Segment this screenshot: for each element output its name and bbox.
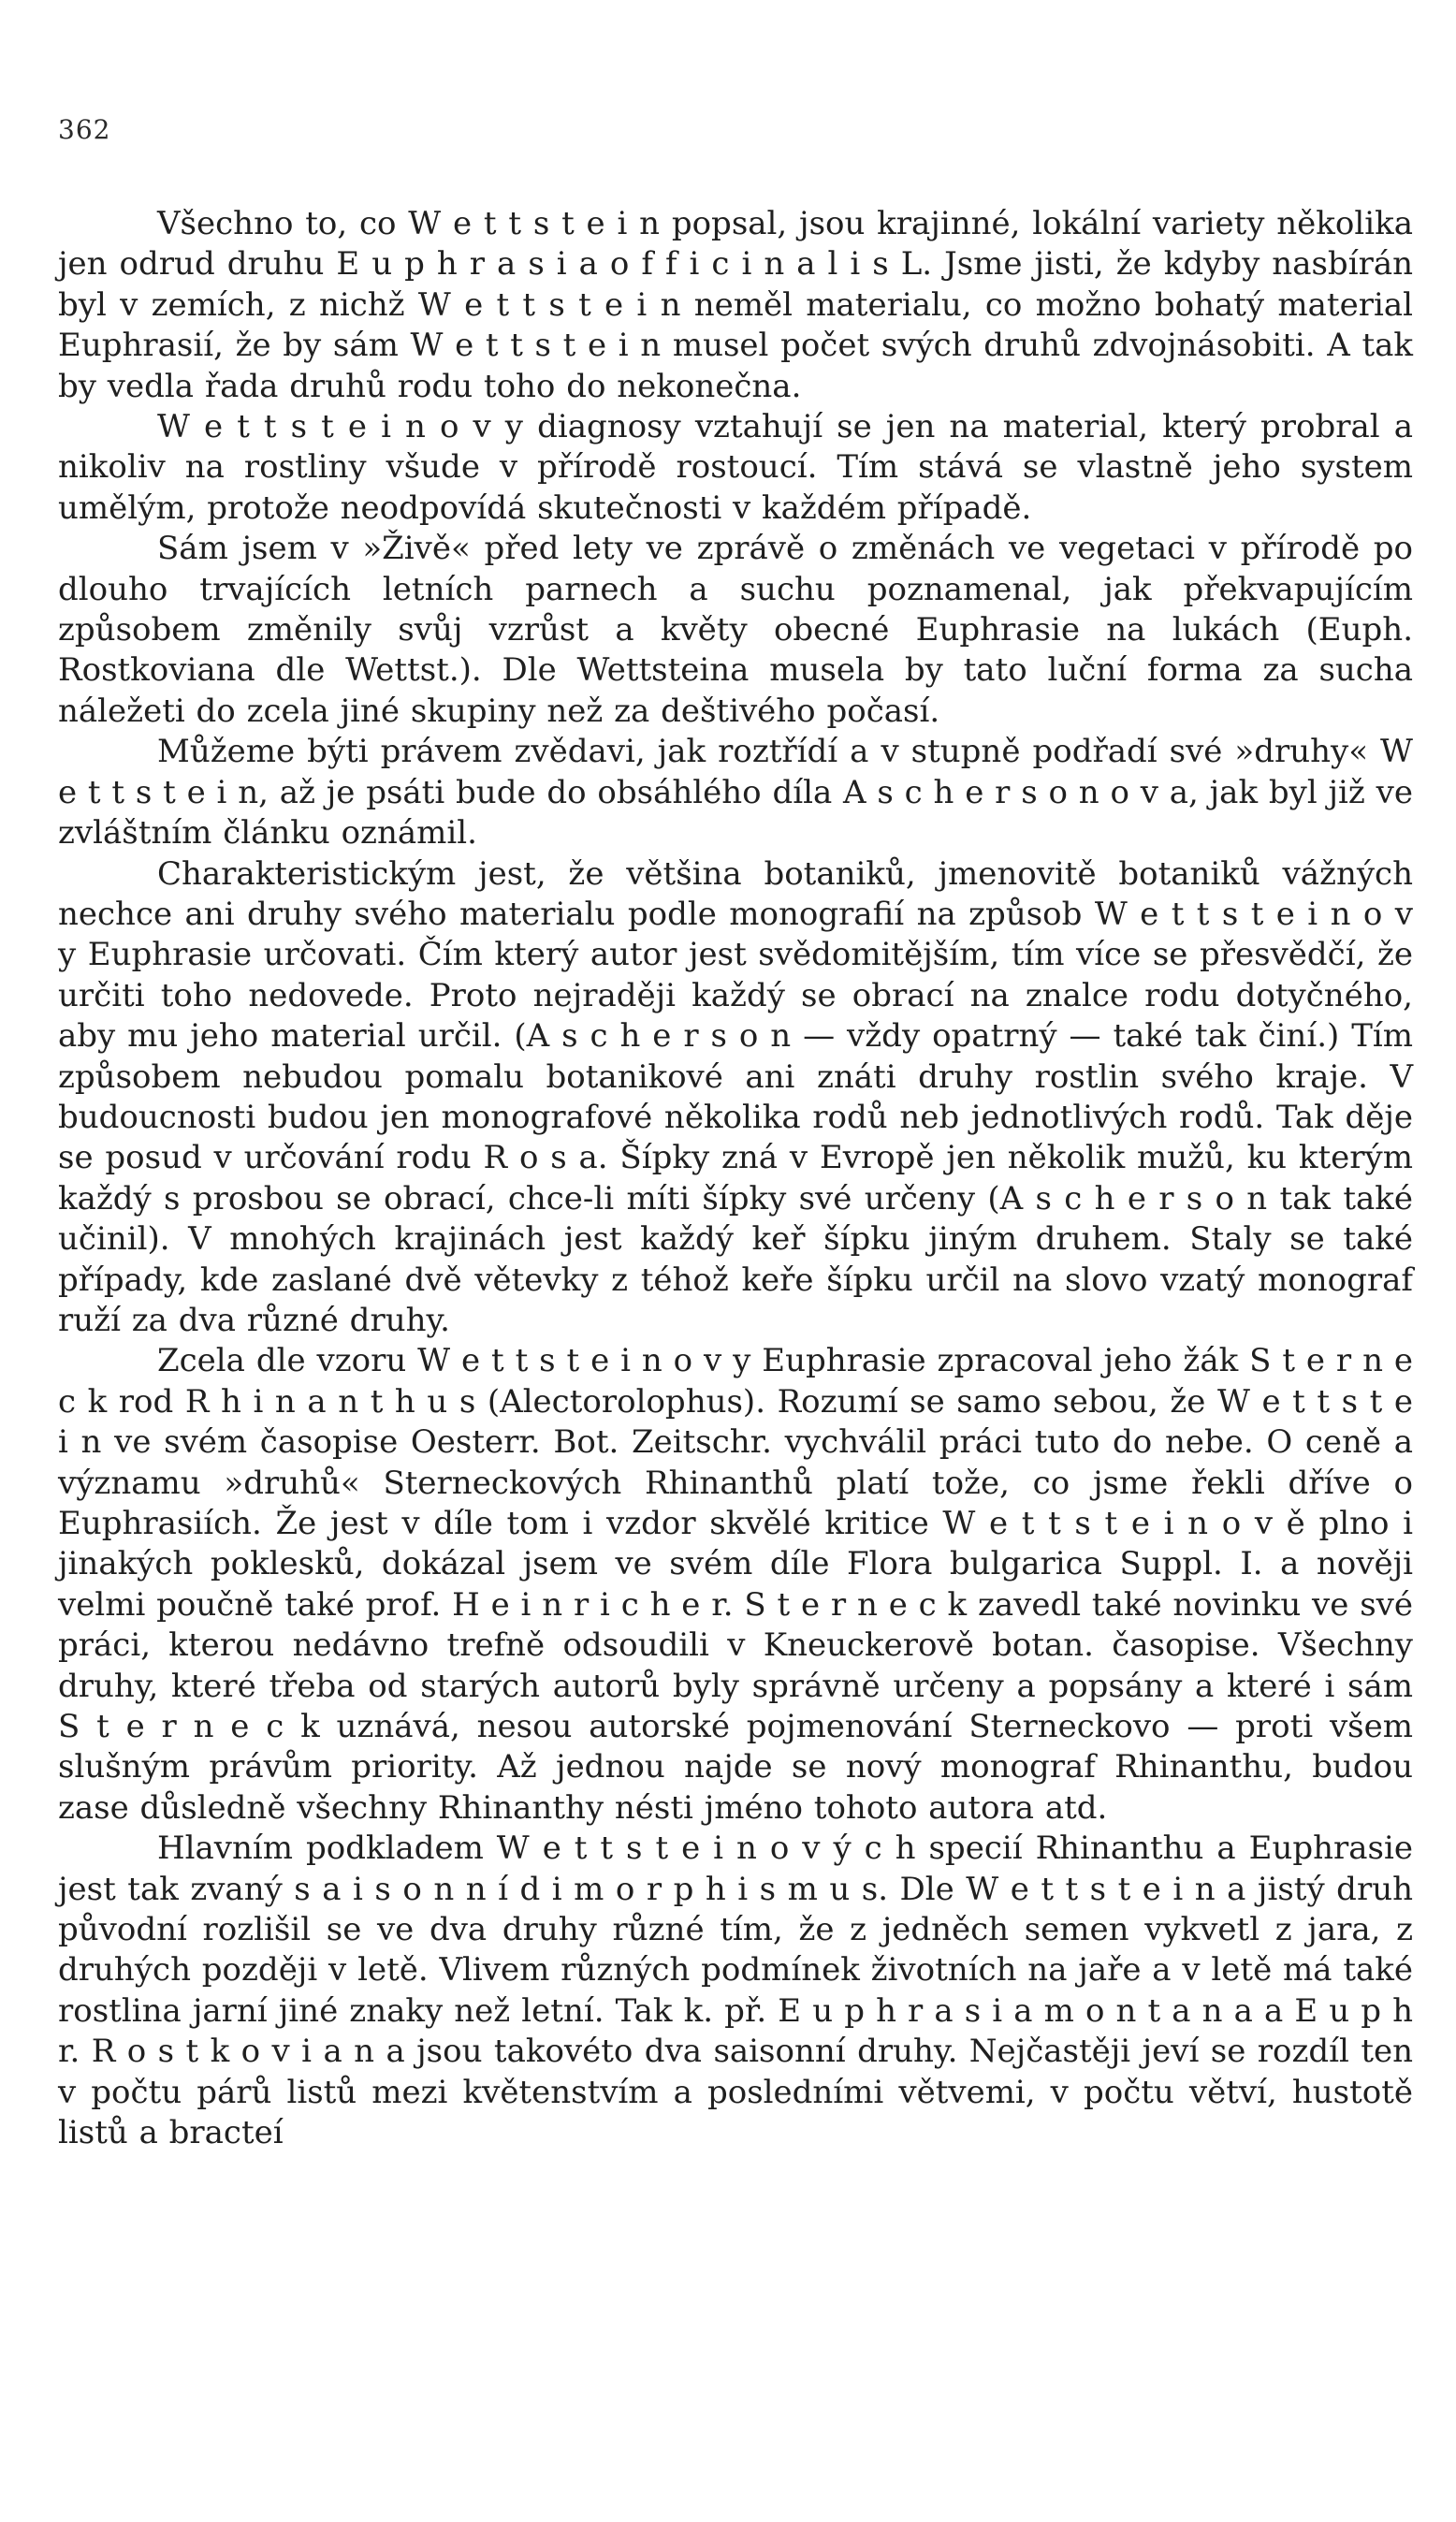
page-number: 362 [58, 114, 111, 145]
paragraph-1: Všechno to, co W e t t s t e i n popsal, jsou krajinné, lokální variety několika jen odrud druhu E u p h r a s i a o f f i c i n a l i s L. Jsme jisti, že kdyby nasbírán byl v zemích, z nichž W e t t s t e i n neměl materialu, co možno bohatý material Euphrasií, že by sám W e t t s t e i n musel počet svých druhů zdvojnásobiti. A tak by vedla řada druhů rodu toho do nekonečna. [58, 205, 1413, 405]
paragraph-7: Hlavním podkladem W e t t s t e i n o v ý c h specií Rhinanthu a Euphrasie jest tak zvaný s a i s o n n í d i m o r p h i s m u s. Dle W e t t s t e i n a jistý druh původní rozlišil se ve dva druhy různé tím, že z jedněch semen vykvetl z jara, z druhých později v letě. Vlivem různých podmínek životních na jaře a v letě má také rostlina jarní jiné znaky než letní. Tak k. př. E u p h r a s i a m o n t a n a a E u p h r. R o s t k o v i a n a jsou takovéto dva saisonní druhy. Nejčastěji jeví se rozdíl ten v počtu párů listů mezi květenstvím a posledními větvemi, v počtu větví, hustotě listů a bracteí [58, 1830, 1413, 2152]
paragraph-3: Sám jsem v »Živě« před lety ve zprávě o změnách ve vegetaci v přírodě po dlouho trvajících letních parnech a suchu poznamenal, jak překvapujícím způsobem změnily svůj vzrůst a květy obecné Euphrasie na lukách (Euph. Rostkoviana dle Wettst.). Dle Wettsteina musela by tato luční forma za sucha náležeti do zcela jiné skupiny než za deštivého počasí. [58, 530, 1413, 730]
paragraph-2: W e t t s t e i n o v y diagnosy vztahují se jen na material, který probral a nikoliv na rostliny všude v přírodě rostoucí. Tím stává se vlastně jeho system umělým, protože neodpovídá skutečnosti v každém případě. [58, 408, 1413, 527]
body-text [58, 204, 1413, 2154]
paragraph-6: Zcela dle vzoru W e t t s t e i n o v y Euphrasie zpracoval jeho žák S t e r n e c k rod R h i n a n t h u s (Alectorolophus). Rozumí se samo sebou, že W e t t s t e i n ve svém časopise Oesterr. Bot. Zeitschr. vychválil práci tuto do nebe. O ceně a významu »druhů« Sterneckových Rhinanthů platí tože, co jsme řekli dříve o Euphrasiích. Že jest v díle tom i vzdor skvělé kritice W e t t s t e i n o v ě plno i jinakých poklesků, dokázal jsem ve svém díle Flora bulgarica Suppl. I. a nověji velmi poučně také prof. H e i n r i c h e r. S t e r n e c k zavedl také novinku ve své práci, kterou nedávno trefně odsoudili v Kneuckerově botan. časopise. Všechny druhy, které třeba od starých autorů byly správně určeny a popsány a které i sám S t e r n e c k uznává, nesou autorské pojmenování Sterneckovo — proti všem slušným právům priority. Až jednou najde se nový monograf Rhinanthu, budou zase důsledně všechny Rhinanthy nésti jméno tohoto autora atd. [58, 1342, 1413, 1827]
paragraph-4: Můžeme býti právem zvědavi, jak roztřídí a v stupně podřadí své »druhy« W e t t s t e i n, až je psáti bude do obsáhlého díla A s c h e r s o n o v a, jak byl již ve zvláštním článku oznámil. [58, 733, 1413, 853]
paragraph-5: Charakteristickým jest, že většina botaniků, jmenovitě botaniků vážných nechce ani druhy svého materialu podle monografií na způsob W e t t s t e i n o v y Euphrasie určovati. Čím který autor jest svědomitějším, tím více se přesvědčí, že určiti toho nedovede. Proto nejraději každý se obrací na znalce rodu dotyčného, aby mu jeho material určil. (A s c h e r s o n — vždy opatrný — také tak činí.) Tím způsobem nebudou pomalu botanikové ani znáti druhy rostlin svého kraje. V budoucnosti budou jen monografové několika rodů neb jednotlivých rodů. Tak děje se posud v určování rodu R o s a. Šípky zná v Evropě jen několik mužů, ku kterým každý s prosbou se obrací, chce-li míti šípky své určeny (A s c h e r s o n tak také učinil). V mnohých krajinách jest každý keř šípku jiným druhem. Staly se také případy, kde zaslané dvě větevky z téhož keře šípku určil na slovo vzatý monograf ruží za dva různé druhy. [58, 854, 1413, 1339]
